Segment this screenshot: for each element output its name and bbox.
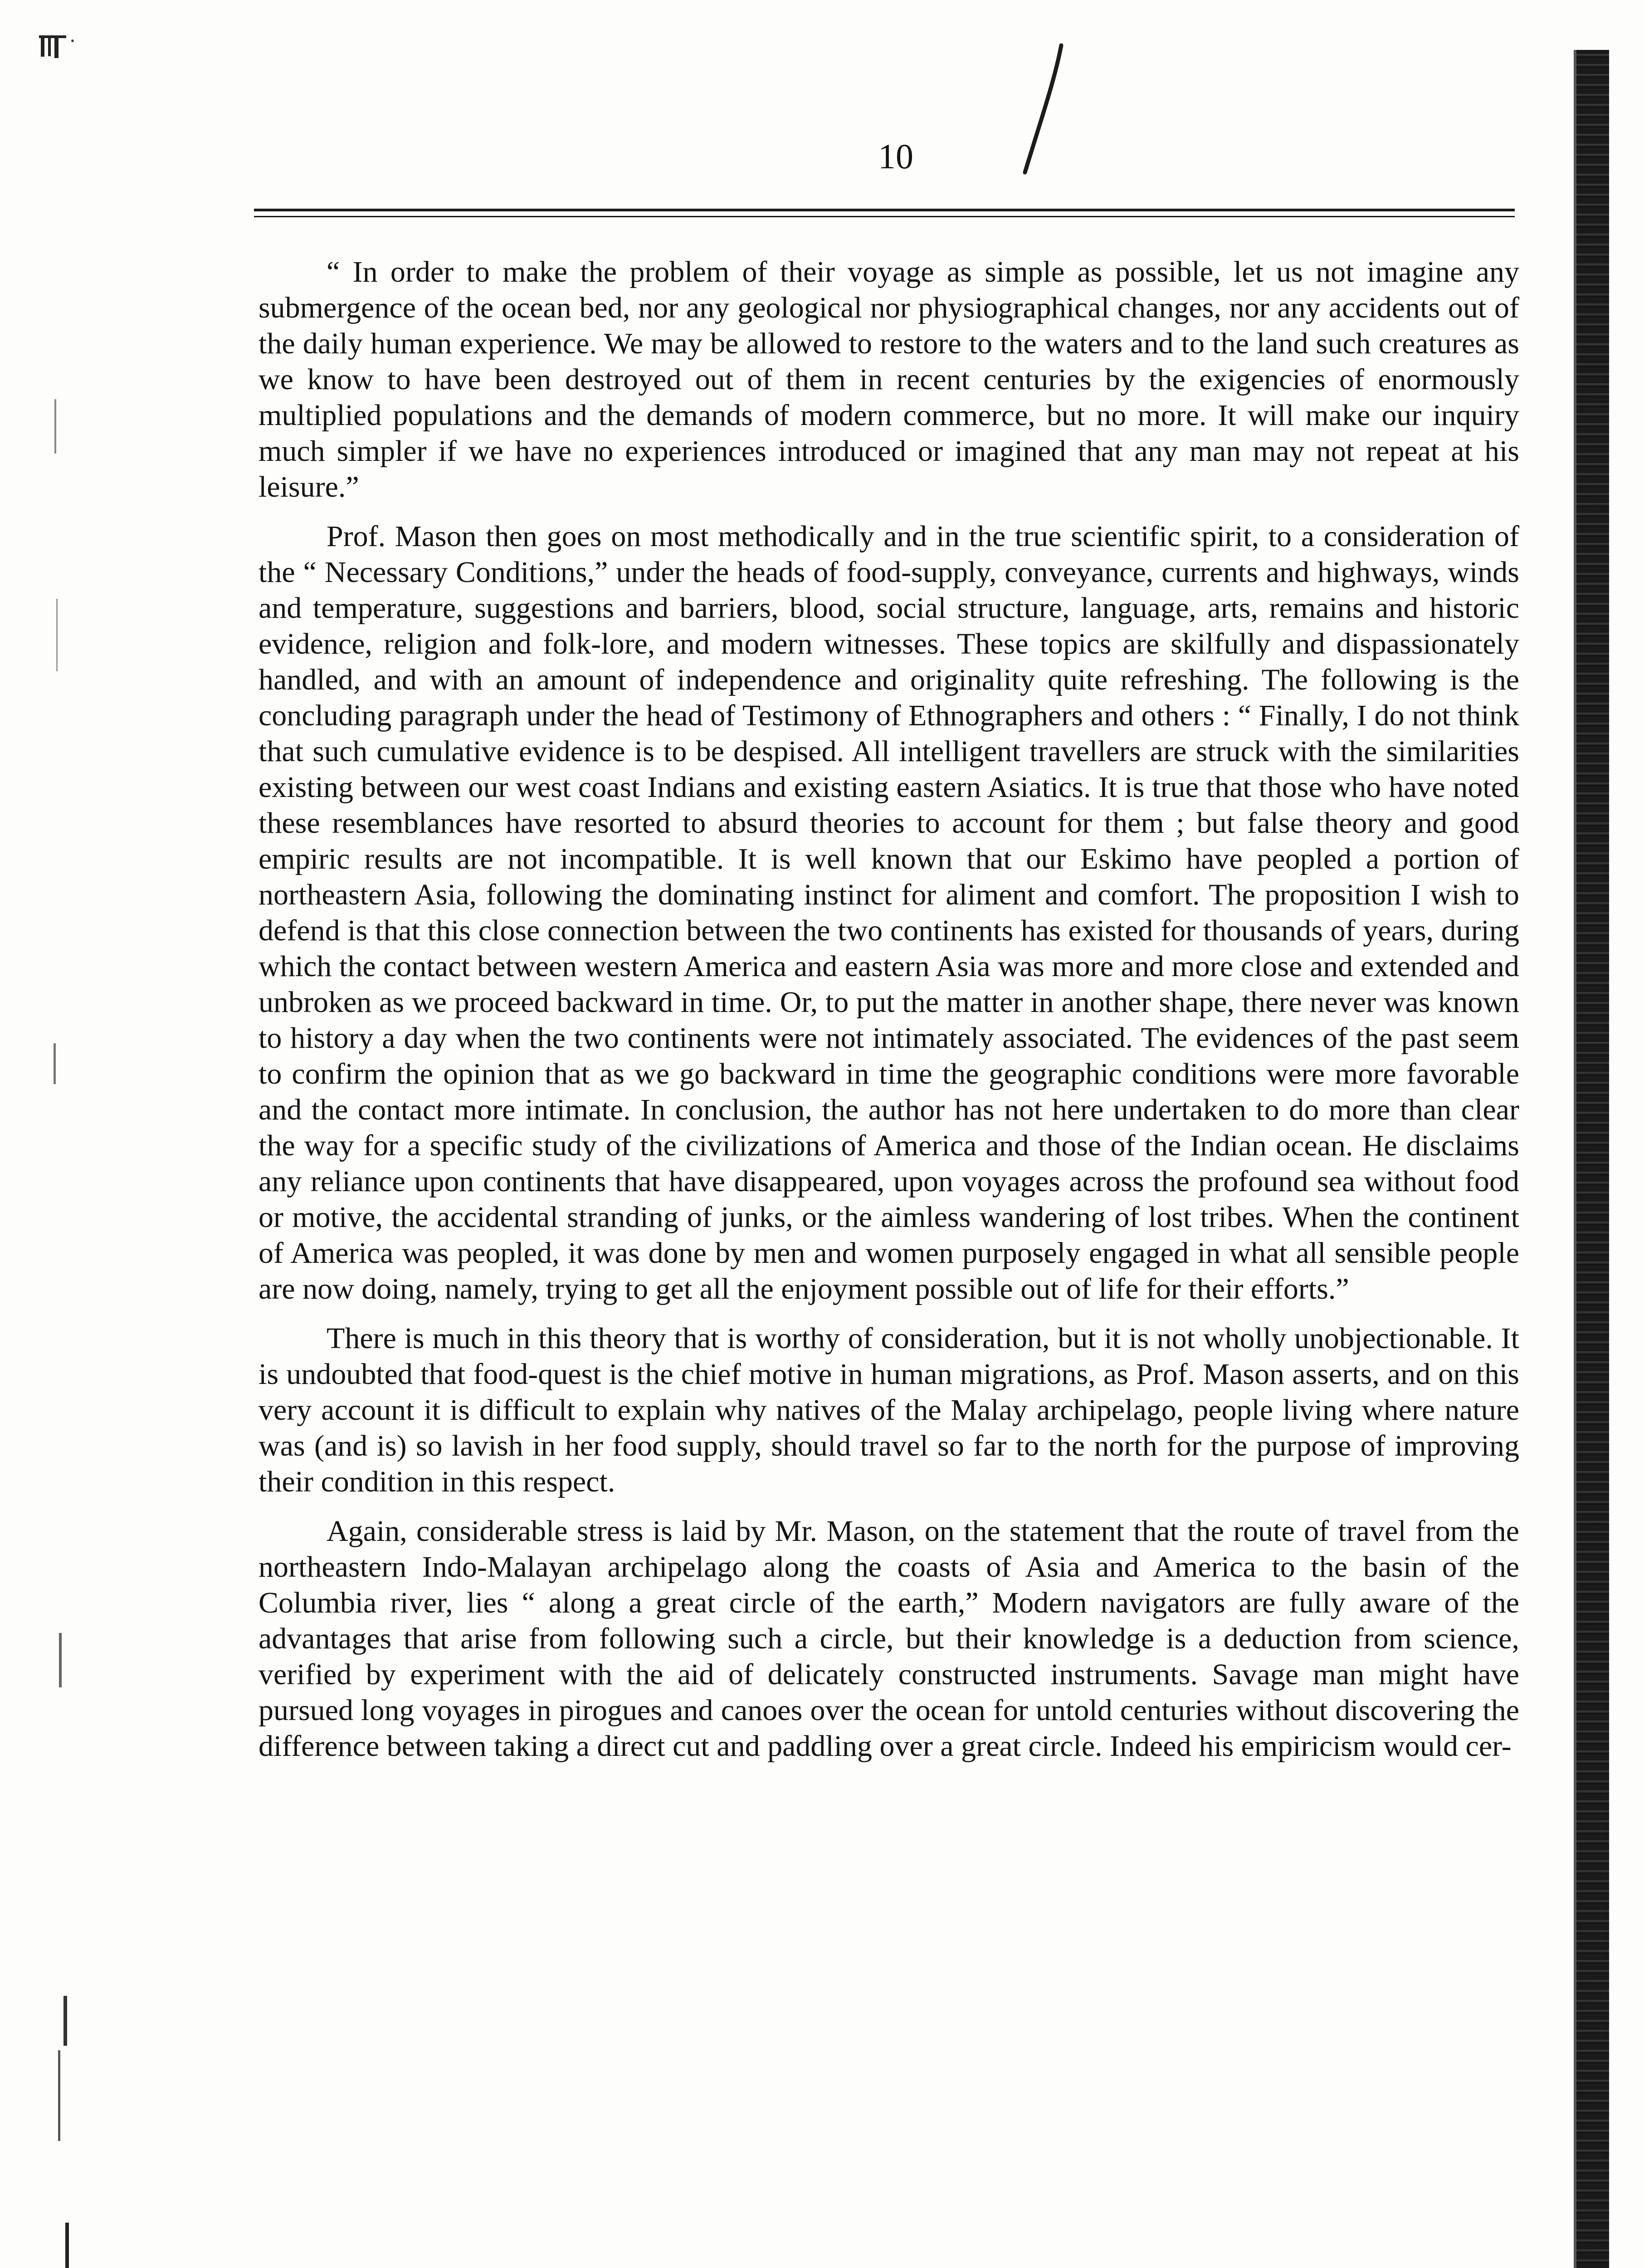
- paragraph-great-circle: Again, considerable stress is laid by Mr. Mason, on the statement that the route of travel from the northeastern Indo-Malayan archipelago along the coasts of Asia and America to the basin of the Columbia river, lies “ along a great circle of the earth,” Modern navigators are fully aware of the advantages that arise from following such a circle, but their knowledge is a deduction from science, verified by experiment with the aid of delicately constructed instruments. Savage man might have pursued long voyages in pirogues and canoes over the ocean for untold centuries without discovering the difference between taking a direct cut and paddling over a great circle. Indeed his empiricism would cer-: [259, 1515, 1519, 1763]
- corner-ink-mark: [36, 32, 91, 68]
- header-rule-thin: [254, 216, 1515, 217]
- binding-edge-shadow: [1574, 50, 1609, 2268]
- left-margin-specks: [45, 363, 73, 2268]
- paragraph-mason-conditions: Prof. Mason then goes on most methodically and in the true scientific spirit, to a consideration of the “ Necessary Conditions,” under the heads of food-supply, conveyance, currents and highways, winds and temperature, suggestions and barriers, blood, social structure, language, arts, remains and historic evidence, religion and folk-lore, and modern witnesses. These topics are skilfully and dispassionately handled, and with an amount of independence and originality quite refreshing. The following is the concluding paragraph under the head of Testimony of Ethnographers and others : “ Finally, I do not think that such cumulative evidence is to be despised. All intelligent travellers are struck with the similarities existing between our west coast Indians and existing eastern Asiatics. It is true that those who have noted these resemblances have resorted to absurd theories to account for them ; but false theory and good empiric results are not incompatible. It is well known that our Eskimo have peopled a portion of northeastern Asia, following the dominating instinct for aliment and comfort. The proposition I wish to defend is that this close connection between the two continents has existed for thousands of years, during which the contact between western America and eastern Asia was more and more close and extended and unbroken as we proceed backward in time. Or, to put the matter in another shape, there never was known to history a day when the two continents were not intimately associated. The evidences of the past seem to confirm the opinion that as we go backward in time the geographic conditions were more favorable and the contact more intimate. In conclusion, the author has not here undertaken to do more than clear the way for a specific study of the civilizations of America and those of the Indian ocean. He disclaims any reliance upon continents that have disappeared, upon voyages across the profound sea without food or motive, the accidental stranding of junks, or the aimless wandering of lost tribes. When the continent of America was peopled, it was done by men and women purposely engaged in what all sensible people are now doing, namely, trying to get all the enjoyment possible out of life for their efforts.”: [259, 520, 1519, 1305]
- paragraph-objection: There is much in this theory that is worthy of consideration, but it is not wholly unobjectionable. It is undoubted that food-quest is the chief motive in human migrations, as Prof. Mason asserts, and on this very account it is difficult to explain why natives of the Malay archipelago, people living where nature was (and is) so lavish in her food supply, should travel so far to the north for the purpose of improving their condition in this respect.: [259, 1322, 1519, 1498]
- page-number: 10: [878, 137, 913, 176]
- handwritten-slash-mark: [1011, 41, 1070, 177]
- paragraph-quote: “ In order to make the problem of their voyage as simple as possible, let us not imagine any submergence of the ocean bed, nor any geological nor physiographical changes, nor any accidents out of the daily human experience. We may be allowed to restore to the waters and to the land such creatures as we know to have been destroyed out of them in recent centuries by the exigencies of enormously multiplied populations and the demands of modern commerce, but no more. It will make our inquiry much simpler if we have no experiences introduced or imagined that any man may not repeat at his leisure.”: [259, 255, 1519, 503]
- header-rule-thick: [254, 209, 1515, 211]
- body-text: [259, 254, 1519, 1778]
